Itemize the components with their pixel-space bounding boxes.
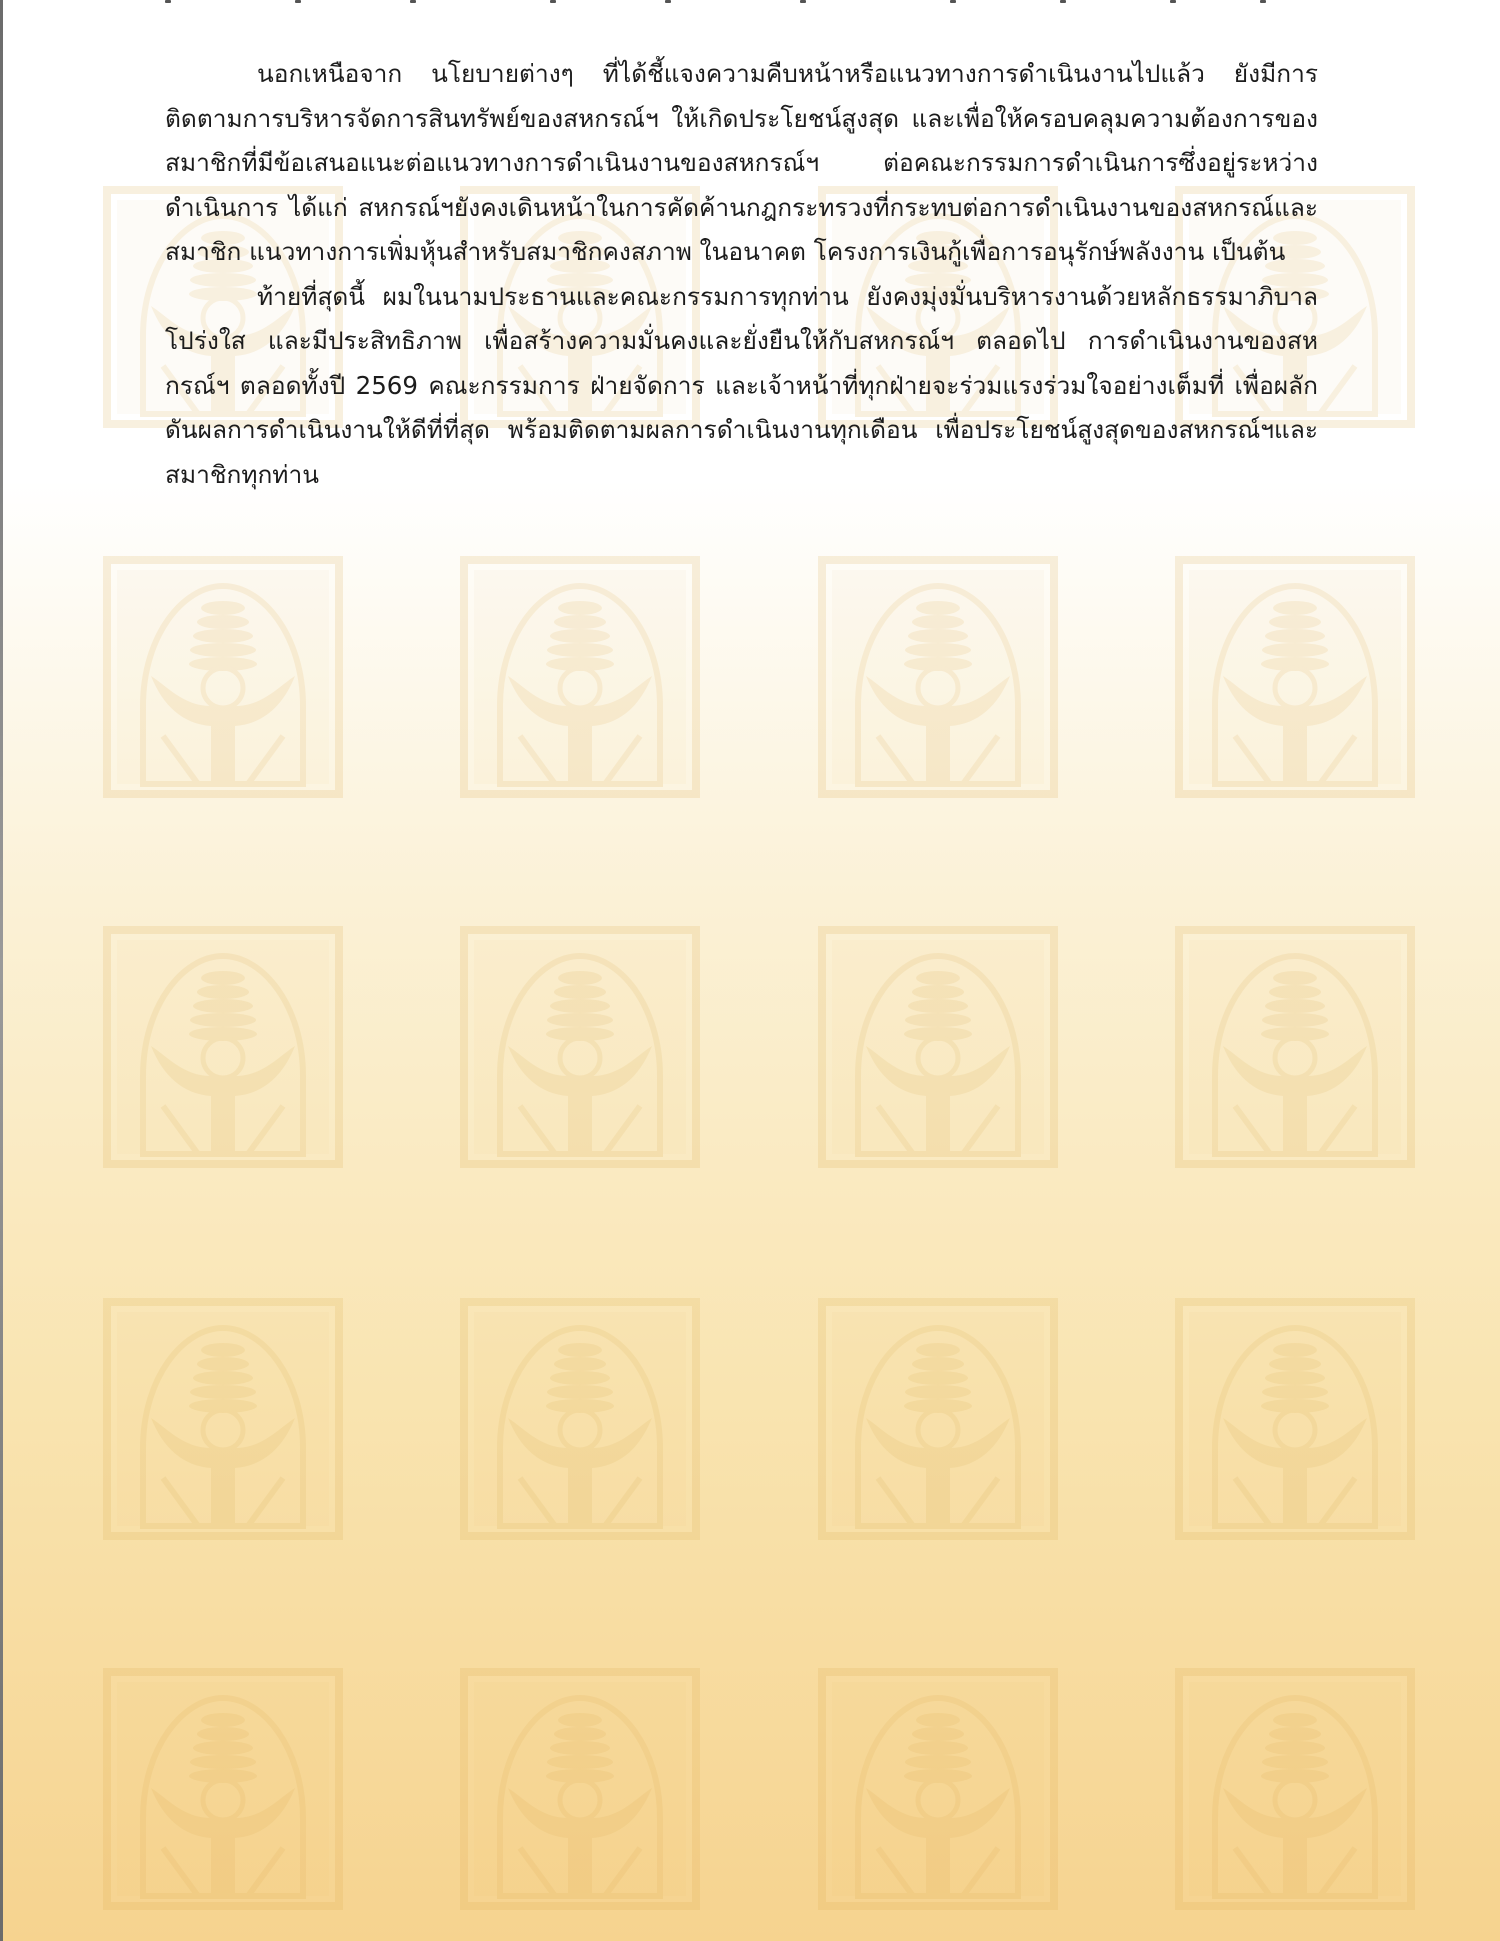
paragraph-progress-update: นอกเหนือจาก นโยบายต่างๆ ที่ได้ชี้แจงความคืบหน้าหรือแนวทางการดำเนินงานไปแล้ว ยังมีการติดตามการบริหารจัดการสินทรัพย์ของสหกรณ์ฯ ให้เกิดประโยชน์สูงสุด และเพื่อให้ครอบคลุมความต้องการของสมาชิกที่มีข้อเสนอแนะต่อแนวทางการดำเนินงานของสหกรณ์ฯ ต่อคณะกรรมการดำเนินการซึ่งอยู่ระหว่างดำเนินการ ได้แก่ สหกรณ์ฯยังคงเดินหน้าในการคัดค้านกฎกระทรวงที่กระทบต่อการดำเนินงานของสหกรณ์และสมาชิก แนวทางการเพิ่มหุ้นสำหรับสมาชิกคงสภาพ ในอนาคต โครงการเงินกู้เพื่อการอนุรักษ์พลังงาน เป็นต้น [165, 59, 1318, 266]
watermark-logo-icon [818, 1298, 1058, 1540]
watermark-logo-icon [103, 1668, 343, 1910]
watermark-logo-icon [460, 926, 700, 1168]
watermark-logo-icon [460, 556, 700, 798]
watermark-logo-icon [103, 556, 343, 798]
watermark-logo-icon [1175, 1668, 1415, 1910]
document-body [165, 52, 1318, 497]
paragraph-closing-statement: ท้ายที่สุดนี้ ผมในนามประธานและคณะกรรมการทุกท่าน ยังคงมุ่งมั่นบริหารงานด้วยหลักธรรมาภิบาล โปร่งใส และมีประสิทธิภาพ เพื่อสร้างความมั่นคงและยั่งยืนให้กับสหกรณ์ฯ ตลอดไป การดำเนินงานของสหกรณ์ฯ ตลอดทั้งปี 2569 คณะกรรมการ ฝ่ายจัดการ และเจ้าหน้าที่ทุกฝ่ายจะร่วมแรงร่วมใจอย่างเต็มที่ เพื่อผลักดันผลการดำเนินงานให้ดีที่ที่สุด พร้อมติดตามผลการดำเนินงานทุกเดือน เพื่อประโยชน์สูงสุดของสหกรณ์ฯและสมาชิกทุกท่าน [165, 281, 1318, 489]
watermark-logo-icon [103, 926, 343, 1168]
watermark-logo-icon [818, 1668, 1058, 1910]
watermark-logo-icon [460, 1298, 700, 1540]
watermark-logo-icon [1175, 1298, 1415, 1540]
watermark-logo-icon [818, 926, 1058, 1168]
watermark-logo-icon [1175, 556, 1415, 798]
watermark-logo-icon [460, 1668, 700, 1910]
watermark-logo-icon [103, 1298, 343, 1540]
watermark-logo-icon [818, 556, 1058, 798]
watermark-logo-icon [1175, 926, 1415, 1168]
